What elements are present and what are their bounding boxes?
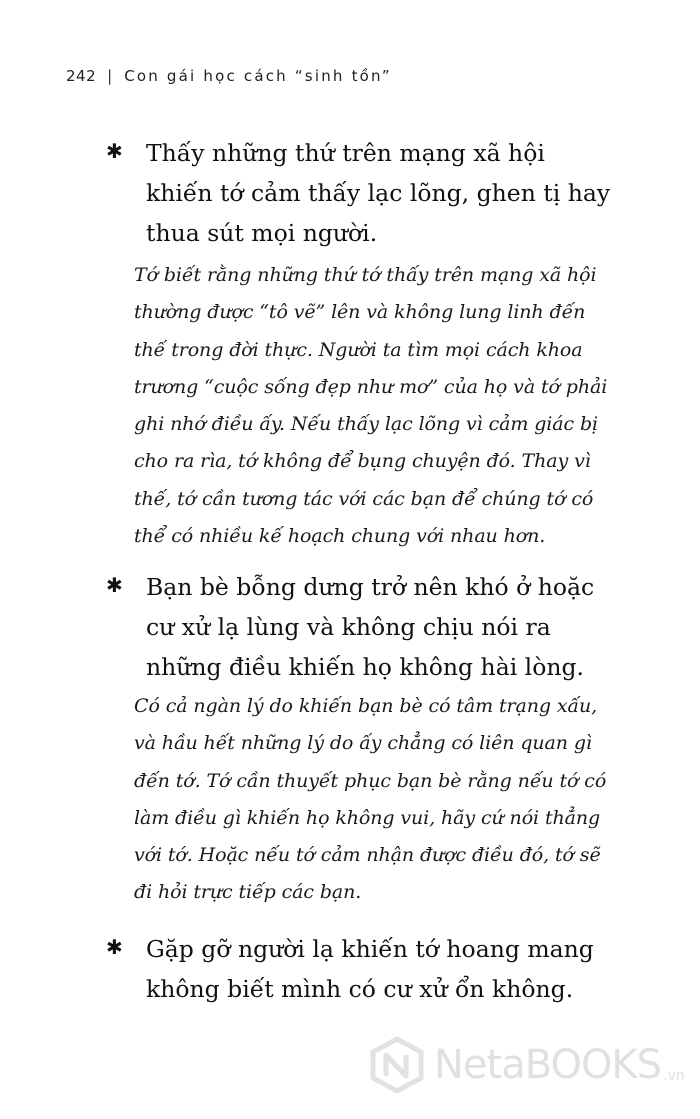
bullet-item: [106, 567, 616, 687]
book-title: Con gái học cách “sinh tồn”: [124, 67, 392, 85]
bullet-item: [106, 929, 616, 1009]
watermark-brand: NetaBOOKS: [434, 1042, 662, 1088]
asterisk-icon: ✱: [106, 935, 123, 959]
netabooks-watermark: [368, 1030, 685, 1100]
running-header: [66, 64, 392, 88]
bullet-text: Gặp gỡ người lạ khiến tớ hoang mang không biết mình có cư xử ổn không.: [146, 935, 594, 1003]
bullet-text: Bạn bè bỗng dưng trở nên khó ở hoặc cư xử lạ lùng và không chịu nói ra những điều khiến họ không hài lòng.: [146, 573, 595, 681]
advice-paragraph: Có cả ngàn lý do khiến bạn bè có tâm trạng xấu, và hầu hết những lý do ấy chẳng có liên quan gì đến tớ. Tớ cần thuyết phục bạn bè rằng nếu tớ có làm điều gì khiến họ không vui, hãy cứ nói thẳng với tớ. Hoặc nếu tớ cảm nhận được điều đó, tớ sẽ đi hỏi trực tiếp các bạn.: [134, 695, 607, 904]
watermark-domain: .vn: [663, 1068, 685, 1084]
header-separator: |: [107, 67, 113, 85]
advice-paragraph: Tớ biết rằng những thứ tớ thấy trên mạng xã hội thường được “tô vẽ” lên và không lung linh đến thế trong đời thực. Người ta tìm mọi cách khoa trương “cuộc sống đẹp như mơ” của họ và tớ phải ghi nhớ điều ấy. Nếu thấy lạc lõng vì cảm giác bị cho ra rìa, tớ không để bụng chuyện đó. Thay vì thế, tớ cần tương tác với các bạn để chúng tớ có thể có nhiều kế hoạch chung với nhau hơn.: [134, 264, 608, 548]
asterisk-icon: ✱: [106, 139, 123, 163]
asterisk-icon: ✱: [106, 573, 123, 597]
page-number: 242: [66, 67, 97, 85]
netabooks-logo-icon: [368, 1036, 426, 1094]
bullet-item: [106, 133, 616, 253]
bullet-text: Thấy những thứ trên mạng xã hội khiến tớ cảm thấy lạc lõng, ghen tị hay thua sút mọi người.: [146, 139, 611, 247]
